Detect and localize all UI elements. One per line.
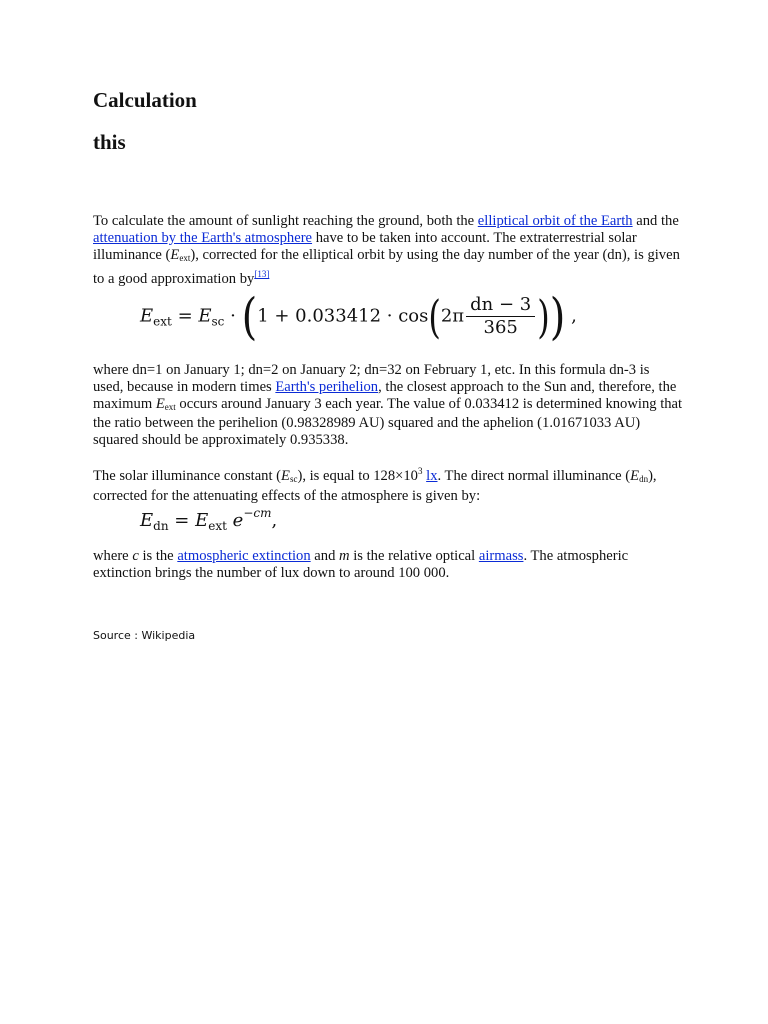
text: ), corrected for the elliptical orbit by using the day number of the year (dn), is given to a good approximation by <box>93 246 680 288</box>
text: . The atmospheric extinction brings the number of lux down to around 100 000. <box>93 548 629 581</box>
text: and the <box>632 213 679 229</box>
formula-paren: ) <box>549 287 566 346</box>
formula-exponent: −cm <box>243 506 272 520</box>
fraction-numerator: dn − 3 <box>466 294 535 317</box>
text: The solar illuminance constant ( <box>93 468 282 484</box>
formula-operator: = <box>171 305 199 327</box>
formula-fraction <box>466 294 535 339</box>
text: occurs around January 3 each year. The value of 0.033412 is determined knowing that the ratio between the perihelion (0.98328989 AU) squared and the aphelion (1.01671033 AU) squared should be approximately 0.935338. <box>93 395 683 449</box>
text: . The direct normal illuminance ( <box>437 468 631 484</box>
text: ), is equal to 128×10 <box>297 468 418 484</box>
text: where <box>93 548 133 564</box>
subscript: sc <box>289 474 298 484</box>
subscript: ext <box>179 252 191 263</box>
formula-symbol: E <box>198 305 212 327</box>
link-earth-perihelion[interactable]: Earth's perihelion <box>275 378 379 395</box>
formula-operator: · <box>224 305 242 327</box>
formula-punct: , <box>565 305 577 327</box>
heading-line-1: Calculation <box>93 88 197 112</box>
formula-subscript: ext <box>208 519 227 533</box>
reference-link[interactable]: [13] <box>254 269 270 280</box>
text: is the <box>138 548 178 564</box>
text: is the relative optical <box>349 548 479 564</box>
link-atmospheric-extinction[interactable]: atmospheric extinction <box>177 548 311 564</box>
text: , the closest approach to the Sun and, therefore, the maximum <box>93 378 677 412</box>
formula-subscript: dn <box>153 519 169 533</box>
formula-direct-normal-illuminance <box>140 506 277 538</box>
link-airmass[interactable]: airmass <box>478 548 524 564</box>
subscript: ext <box>164 401 176 412</box>
formula-operator: = <box>168 510 196 531</box>
text: and <box>310 548 340 564</box>
formula-term: 2π <box>440 305 465 327</box>
symbol-m: m <box>339 548 350 564</box>
formula-paren: ( <box>428 289 441 344</box>
text: To calculate the amount of sunlight reaching the ground, both the <box>93 213 478 229</box>
source-credit: Source : Wikipedia <box>93 629 196 642</box>
formula-subscript: sc <box>211 314 225 329</box>
symbol-e: E <box>170 246 180 263</box>
formula-symbol: E <box>140 510 154 531</box>
link-lux[interactable]: lx <box>426 468 438 484</box>
paragraph-extinction <box>93 548 683 582</box>
heading-line-2: this <box>93 130 126 154</box>
text: have to be taken into account. The extraterrestrial solar illuminance ( <box>93 229 637 263</box>
formula-paren: ) <box>537 289 550 344</box>
text: where dn=1 on January 1; dn=2 on January 2; dn=32 on February 1, etc. In this formula dn-3 is used, because in modern times <box>93 362 650 395</box>
paragraph-intro <box>93 213 683 288</box>
formula-extraterrestrial-illuminance <box>140 287 577 350</box>
link-atmospheric-attenuation[interactable]: attenuation by the Earth's atmosphere <box>93 229 313 246</box>
superscript: 3 <box>417 466 423 476</box>
text: ), corrected for the attenuating effects of the atmosphere is given by: <box>93 468 657 504</box>
formula-paren: ( <box>241 287 258 346</box>
formula-term: 1 + 0.033412 · cos <box>257 305 429 327</box>
paragraph-illuminance-constant <box>93 463 683 505</box>
paragraph-day-number <box>93 362 683 449</box>
formula-symbol: E <box>195 510 209 531</box>
symbol-e: E <box>281 468 290 484</box>
fraction-denominator: 365 <box>483 317 518 338</box>
formula-subscript: ext <box>153 314 172 329</box>
symbol-c: c <box>132 548 139 564</box>
symbol-e: E <box>155 395 165 412</box>
formula-symbol: E <box>140 305 154 327</box>
subscript: dn <box>639 474 649 484</box>
symbol-e: E <box>630 468 640 484</box>
formula-symbol: e <box>226 510 244 531</box>
formula-punct: , <box>271 510 278 531</box>
link-elliptical-orbit[interactable]: elliptical orbit of the Earth <box>477 213 633 229</box>
